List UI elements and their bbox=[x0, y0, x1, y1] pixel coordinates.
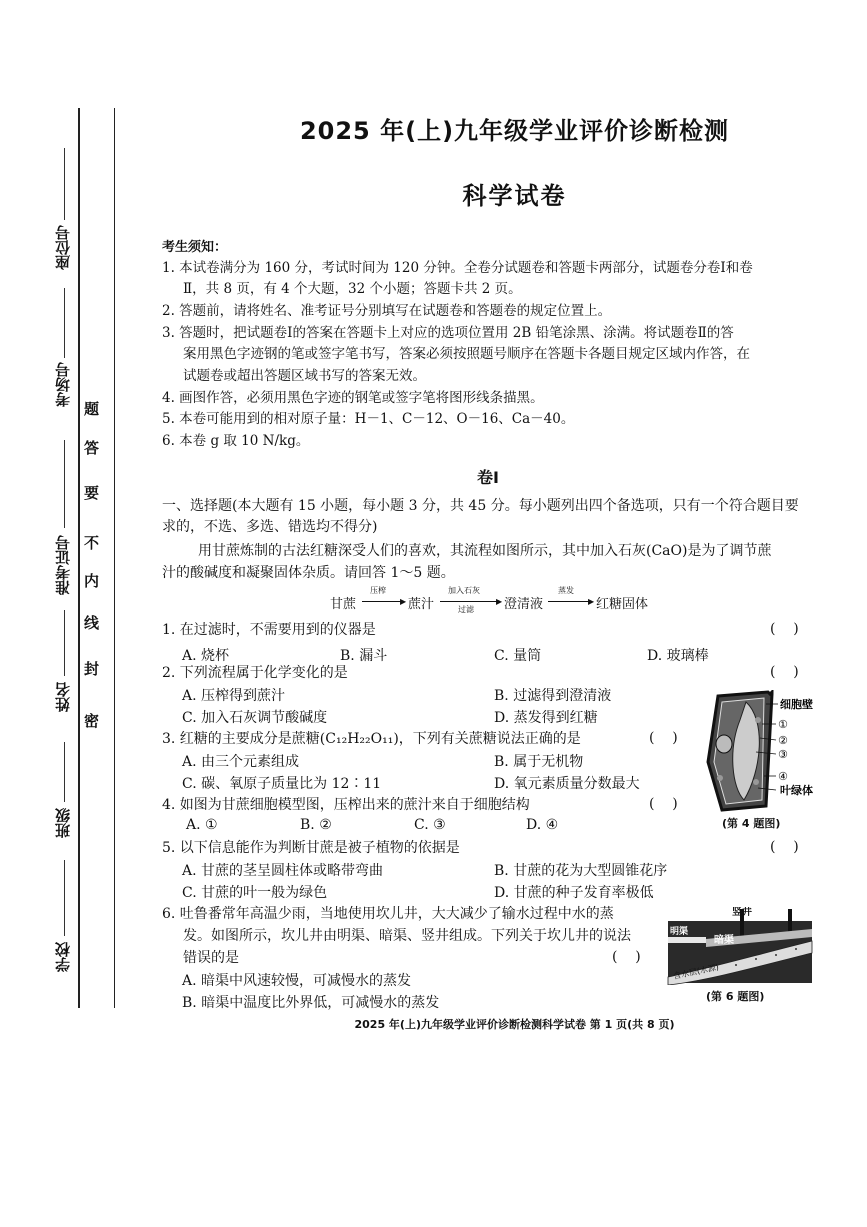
ticket-blank[interactable] bbox=[64, 440, 65, 528]
notice-line: Ⅱ，共 8 页，有 4 个大题，32 个小题；答题卡共 2 页。 bbox=[183, 281, 522, 297]
intro-text: 汁的酸碱度和凝聚固体杂质。请回答 1～5 题。 bbox=[162, 565, 455, 581]
chloroplast bbox=[753, 779, 759, 785]
school-label: 学校 bbox=[54, 942, 72, 972]
notice-line: 6. 本卷 g 取 10 N/kg。 bbox=[162, 433, 310, 449]
vertical-shaft-label: 竖井 bbox=[732, 907, 752, 918]
structure-label-1: ① bbox=[778, 718, 788, 731]
intro-text: 用甘蔗炼制的古法红糖深受人们的喜欢，其流程如图所示，其中加入石灰(CaO)是为了调节蔗 bbox=[198, 543, 772, 559]
cell-wall-label: 细胞壁 bbox=[780, 698, 813, 711]
flow-step: 红糖固体 bbox=[596, 597, 649, 612]
flow-arrow-head: ▶ bbox=[588, 597, 595, 606]
flow-arrow-label: 压榨 bbox=[370, 586, 386, 595]
figure-4-caption: (第 4 题图) bbox=[722, 817, 781, 830]
option-b[interactable]: B. 甘蔗的花为大型圆锥花序 bbox=[494, 863, 668, 879]
flow-arrow-label: 蒸发 bbox=[558, 586, 574, 595]
part1-instructions: 一、选择题(本大题有 15 小题，每小题 3 分，共 45 分。每小题列出四个备选项，只有一个符合题目要 bbox=[162, 498, 799, 514]
option-d[interactable]: D. 蒸发得到红糖 bbox=[494, 710, 598, 726]
seal-char: 不 bbox=[84, 534, 100, 552]
option-a[interactable]: A. 压榨得到蔗汁 bbox=[182, 688, 286, 704]
flow-step: 甘蔗 bbox=[330, 597, 357, 612]
open-channel bbox=[668, 937, 706, 943]
seal-char: 答 bbox=[84, 439, 100, 457]
figure-6-caption: (第 6 题图) bbox=[706, 990, 765, 1003]
page-footer: 2025 年(上)九年级学业评价诊断检测科学试卷 第 1 页(共 8 页) bbox=[354, 1018, 675, 1031]
underground-channel-label: 暗渠 bbox=[714, 935, 734, 946]
name-blank[interactable] bbox=[64, 610, 65, 676]
exam-room-label: 考场号 bbox=[54, 362, 72, 407]
chloroplast-label: 叶绿体 bbox=[780, 784, 813, 797]
process-flow-diagram bbox=[330, 585, 650, 617]
option-c[interactable]: C. 甘蔗的叶一般为绿色 bbox=[182, 885, 328, 901]
flow-arrow-head: ▶ bbox=[400, 597, 407, 606]
binding-line-right bbox=[114, 108, 115, 1008]
notice-line: 1. 本试卷满分为 160 分，考试时间为 120 分钟。全卷分试题卷和答题卡两部分，试题卷分卷Ⅰ和卷 bbox=[162, 260, 753, 276]
option-a[interactable]: A. 甘蔗的茎呈圆柱体或略带弯曲 bbox=[182, 863, 384, 879]
exam-room-blank[interactable] bbox=[64, 288, 65, 358]
flow-arrow-label: 加入石灰 bbox=[448, 586, 480, 595]
question-stem: 错误的是 bbox=[183, 950, 239, 966]
question-stem: 3. 红糖的主要成分是蔗糖(C₁₂H₂₂O₁₁)，下列有关蔗糖说法正确的是 bbox=[162, 731, 581, 747]
answer-bracket[interactable]: ( ) bbox=[612, 949, 641, 965]
option-b[interactable]: B. 属于无机物 bbox=[494, 754, 584, 770]
question-stem: 发。如图所示，坎儿井由明渠、暗渠、竖井组成。下列关于坎儿井的说法 bbox=[183, 928, 631, 944]
page-title: 2025 年(上)九年级学业评价诊断检测 bbox=[299, 117, 730, 145]
seal-char: 线 bbox=[84, 614, 100, 632]
option-c[interactable]: C. 碳、氧原子质量比为 12∶11 bbox=[182, 776, 382, 792]
option-c[interactable]: C. 加入石灰调节酸碱度 bbox=[182, 710, 328, 726]
answer-bracket[interactable]: ( ) bbox=[649, 730, 678, 746]
page-subtitle: 科学试卷 bbox=[462, 182, 567, 210]
flow-step: 澄清液 bbox=[504, 597, 544, 612]
structure-label-4: ④ bbox=[778, 770, 788, 783]
chloroplast bbox=[755, 717, 761, 723]
question-stem: 1. 在过滤时，不需要用到的仪器是 bbox=[162, 622, 376, 638]
notice-line: 4. 画图作答，必须用黑色字迹的钢笔或签字笔将图形线条描黑。 bbox=[162, 390, 544, 406]
option-d[interactable]: D. 氧元素质量分数最大 bbox=[494, 776, 640, 792]
structure-label-2: ② bbox=[778, 734, 788, 747]
answer-bracket[interactable]: ( ) bbox=[770, 839, 799, 855]
flow-arrow bbox=[548, 601, 590, 602]
karez-figure bbox=[666, 907, 814, 985]
seal-char: 封 bbox=[84, 660, 100, 678]
option-c[interactable]: C. ③ bbox=[414, 817, 446, 833]
school-blank[interactable] bbox=[64, 860, 65, 936]
option-b[interactable]: B. 漏斗 bbox=[340, 648, 388, 664]
option-a[interactable]: A. 由三个元素组成 bbox=[182, 754, 300, 770]
chloroplast bbox=[717, 775, 723, 781]
notice-line: 2. 答题前，请将姓名、准考证号分别填写在试题卷和答题卷的规定位置上。 bbox=[162, 303, 612, 319]
option-a[interactable]: A. ① bbox=[186, 817, 218, 833]
structure-label-3: ③ bbox=[778, 748, 788, 761]
notice-line: 3. 答题时，把试题卷Ⅰ的答案在答题卡上对应的选项位置用 2B 铅笔涂黑、涂满。将试题卷Ⅱ的答 bbox=[162, 325, 734, 341]
notice-heading: 考生须知： bbox=[162, 240, 228, 255]
part1-instructions: 求的，不选、多选、错选均不得分) bbox=[162, 519, 378, 535]
answer-bracket[interactable]: ( ) bbox=[770, 664, 799, 680]
seat-label: 座位号 bbox=[54, 225, 72, 270]
ticket-label: 准考证号 bbox=[54, 535, 72, 595]
seal-char: 题 bbox=[84, 400, 100, 418]
notice-line: 5. 本卷可能用到的相对原子量：H－1、C－12、O－16、Ca－40。 bbox=[162, 411, 575, 427]
section-heading: 卷Ⅰ bbox=[477, 468, 499, 487]
option-b[interactable]: B. 过滤得到澄清液 bbox=[494, 688, 612, 704]
option-c[interactable]: C. 量筒 bbox=[494, 648, 542, 664]
question-stem: 6. 吐鲁番常年高温少雨，当地使用坎儿井，大大减少了输水过程中水的蒸 bbox=[162, 906, 614, 922]
option-d[interactable]: D. 甘蔗的种子发育率极低 bbox=[494, 885, 654, 901]
class-blank[interactable] bbox=[64, 742, 65, 802]
aquifer-label: 含水层(水源) bbox=[672, 962, 720, 981]
option-b[interactable]: B. ② bbox=[300, 817, 332, 833]
vertical-shaft bbox=[788, 909, 792, 933]
option-b[interactable]: B. 暗渠中温度比外界低，可减慢水的蒸发 bbox=[182, 995, 440, 1011]
seal-char: 密 bbox=[84, 712, 100, 730]
open-channel-label: 明渠 bbox=[670, 927, 689, 937]
nucleus bbox=[716, 735, 732, 753]
question-stem: 5. 以下信息能作为判断甘蔗是被子植物的依据是 bbox=[162, 840, 460, 856]
flow-arrow bbox=[362, 601, 402, 602]
question-stem: 2. 下列流程属于化学变化的是 bbox=[162, 665, 348, 681]
seal-char: 内 bbox=[84, 572, 100, 590]
notice-line: 试题卷或超出答题区域书写的答案无效。 bbox=[183, 368, 426, 384]
option-d[interactable]: D. 玻璃棒 bbox=[647, 648, 709, 664]
option-d[interactable]: D. ④ bbox=[526, 817, 559, 833]
option-a[interactable]: A. 烧杯 bbox=[182, 648, 230, 664]
flow-step: 蔗汁 bbox=[408, 597, 435, 612]
answer-bracket[interactable]: ( ) bbox=[770, 621, 799, 637]
option-a[interactable]: A. 暗渠中风速较慢，可减慢水的蒸发 bbox=[182, 973, 412, 989]
flow-arrow-head: ▶ bbox=[496, 597, 503, 606]
notice-line: 案用黑色字迹钢的笔或签字笔书写，答案必须按照题号顺序在答题卡各题目规定区域内作答，在 bbox=[183, 346, 750, 362]
seal-char: 要 bbox=[84, 484, 100, 502]
question-stem: 4. 如图为甘蔗细胞模型图，压榨出来的蔗汁来自于细胞结构 bbox=[162, 797, 530, 813]
binding-line-left bbox=[78, 108, 80, 1008]
flow-arrow bbox=[440, 601, 498, 602]
class-label: 班级 bbox=[54, 808, 72, 838]
name-label: 姓名 bbox=[54, 682, 72, 712]
flow-arrow-label: 过滤 bbox=[458, 605, 474, 614]
answer-bracket[interactable]: ( ) bbox=[649, 796, 678, 812]
